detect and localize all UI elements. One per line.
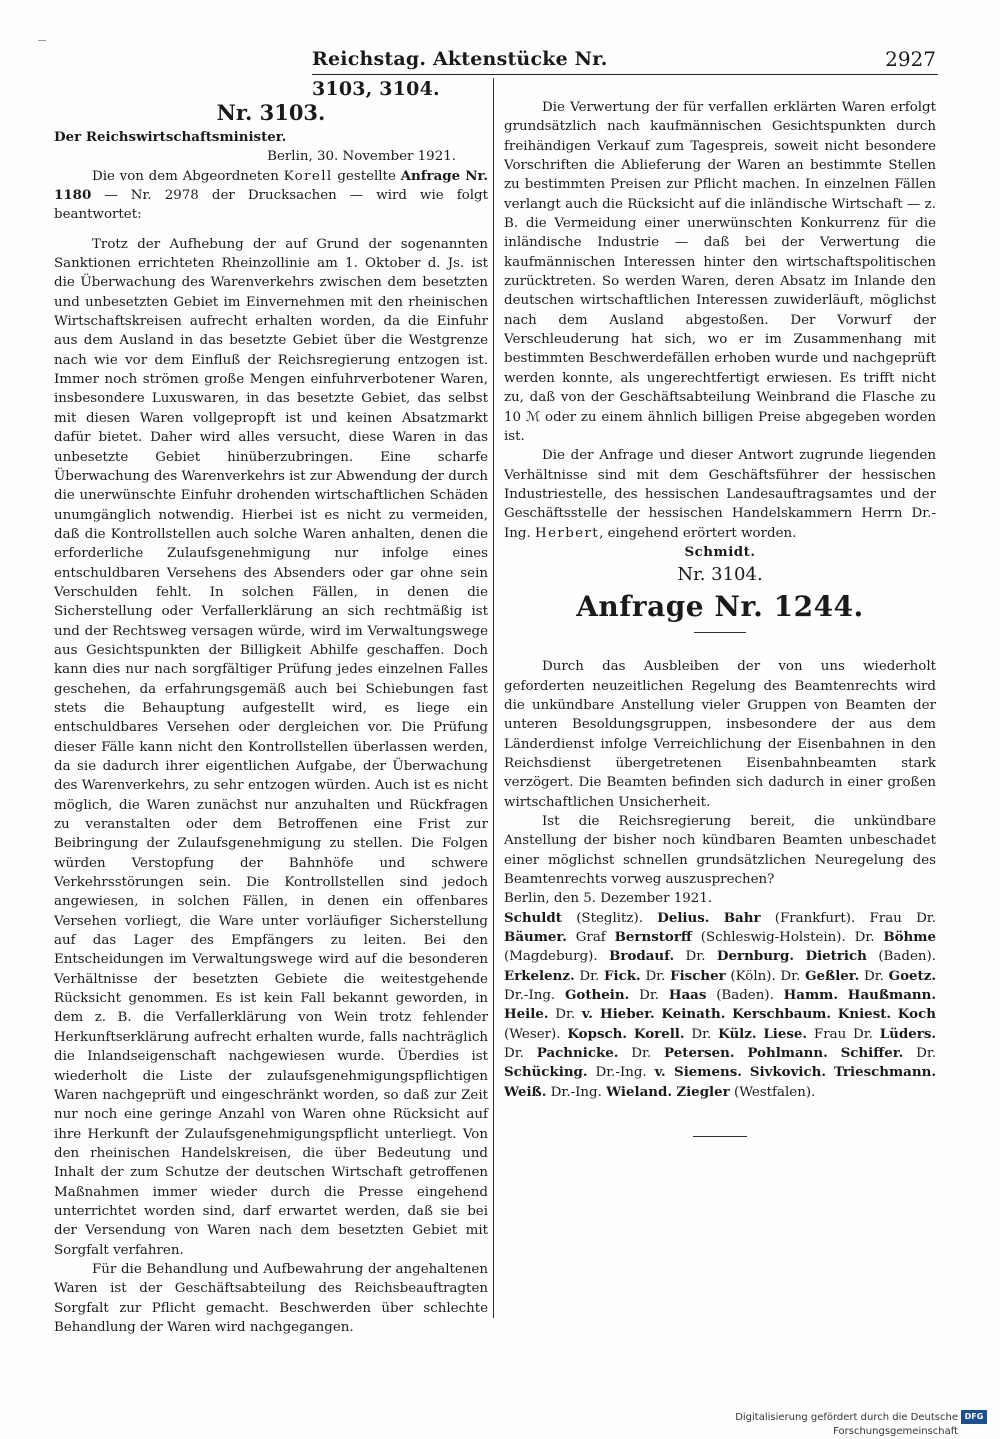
signatory-name: Schiffer. [840, 1045, 904, 1062]
signatory-suffix [903, 1046, 916, 1061]
signatory-suffix [629, 988, 639, 1003]
herbert-name: Herbert [535, 525, 600, 541]
anfrage-title: Anfrage Nr. 1244. [576, 590, 864, 624]
signatory-name: Dr. [579, 968, 605, 984]
signatory-name: Petersen. [664, 1045, 735, 1062]
p4-text-1: Die der Anfrage und dieser Antwort zugrunde liegenden Verhältnisse sind mit dem Geschäftsführer der hessischen Industriestelle, des hessischen Landesauftragsamtes und der Geschäftsstelle der hessischen Handelskammern Herrn Dr.-Ing. [504, 448, 936, 541]
signatory-name: Fischer [670, 967, 726, 984]
signatory-suffix [588, 1065, 596, 1080]
signatory-name: Dernburg. [716, 948, 795, 965]
signatory-name: Goetz. [888, 967, 936, 984]
signatory-name: Ziegler [676, 1083, 730, 1100]
signatory-name: Frau Dr. [869, 910, 936, 926]
signatory-name: Fick. [604, 967, 641, 984]
signatory-suffix [891, 1007, 898, 1022]
signatory-name: Dr. [691, 1026, 719, 1042]
date-3103: Berlin, 30. November 1921. [267, 149, 456, 165]
body-paragraph-4 [504, 446, 936, 543]
signatory-name: Sivkovich. [749, 1064, 827, 1081]
signatory-suffix [838, 988, 848, 1003]
signatory-suffix [627, 1027, 634, 1042]
signatory-name: v. Hieber. [581, 1006, 655, 1023]
closing-rule [693, 1136, 747, 1137]
anfrage-paragraph-2: Ist die Reichsregierung bereit, die unkündbare Anstellung der bisher noch kündbaren Beamten unbeschadet einer möglichst schnellen grundsätzlichen Neuregelung des Beamtenrechts vorweg auszusprechen? [504, 814, 936, 888]
signatory-name: Keinath. [661, 1006, 726, 1023]
anfrage-paragraph-1: Durch das Ausbleiben der von uns wiederholt geforderten neuzeitlichen Regelung des Beamtenrechts wird die unkündbare Anstellung vieler Gruppen von Beamten der unteren Besoldungsgruppen, insbesondere der aus dem Länderdienst infolge Verreichlichung der Eisenbahnen in den Reichsdienst übergetretenen Eisenbahnbeamten stark verzögert. Die Beamten befinden sich dadurch in einer großen wirtschaftlichen Unsicherheit. [504, 659, 936, 810]
signatory-name: Wieland. [606, 1083, 673, 1100]
signatory-suffix [794, 949, 805, 964]
signatory-suffix: (Baden). [706, 988, 784, 1004]
signatory-name: Dr. [504, 1046, 537, 1062]
signatory-suffix: (Baden). [866, 949, 936, 965]
anfrage-reference: Anfrage Nr. 1180 [54, 167, 489, 204]
intro-text-3: — Nr. 2978 der Drucksachen — wird wie folgt beantwortet: [54, 188, 488, 223]
signatory-suffix: (Frankfurt). [760, 910, 870, 926]
signatory-name: Koch [897, 1006, 936, 1023]
signatory-name: Dr. [639, 988, 669, 1004]
signatory-name: Dr. [555, 1007, 582, 1023]
signatory-name: Kopsch. [567, 1025, 628, 1042]
signatory-name: Dr.-Ing. [595, 1065, 655, 1081]
signatory-name: Dr. [854, 930, 884, 946]
signatory-name: Dr. [864, 968, 889, 984]
running-header-title: Reichstag. Aktenstücke Nr. 3103, 3104. [312, 48, 608, 100]
signatory-name: Weiß. [504, 1083, 547, 1100]
intro-paragraph [54, 167, 488, 225]
signatory-name: Bäumer. [504, 929, 567, 946]
signatories-list [504, 909, 936, 1102]
signatory-suffix [807, 1027, 814, 1042]
signatory-suffix [828, 1046, 841, 1061]
intro-text-1: Die von dem Abgeordneten [92, 168, 284, 184]
signatory-suffix [567, 930, 576, 945]
body-paragraph-3: Die Verwertung der für verfallen erklärten Waren erfolgt grundsätzlich nach kaufmännischen Gesichtspunkten durch freihändigen Verkauf zum Tagespreis, soweit nicht besondere Vorschriften die Ablieferung der Waren an bestimmte Stellen zu bestimmten Preisen zur Pflicht machen. In einzelnen Fällen verlangt auch die Rücksicht auf die inländische Wirtschaft — z. B. die Vermeidung einer unerwünschten Konkurrenz für die inländische Industrie — daß bei der Verwertung die kaufmännischen Interessen hinter den wirtschaftspolitischen zurücktreten. So werden Waren, deren Absatz im Inlande den deutschen wirtschaftlichen Interessen zuwiderläuft, möglichst nach dem Ausland abgestoßen. Der Vorwurf der Verschleuderung hat sich, wo er im Zusammenhang mit bestimmten Beschwerdefällen erhoben wurde und nachgeprüft werden konnte, als ungerechtfertigt erwiesen. Es trifft nicht zu, daß von der Geschäftsabteilung Weinbrand die Flasche zu 10 ℳ oder zu einem ähnlich billigen Preise abgegeben worden ist. [504, 100, 936, 444]
signatory-suffix: (Westfalen). [729, 1084, 816, 1100]
dfg-logo: DFG [961, 1410, 987, 1424]
signatory-suffix: (Steglitz). [561, 910, 658, 926]
signatory-name: Kerschbaum. [732, 1006, 832, 1023]
signatory-name: Korell. [633, 1025, 685, 1042]
body-paragraph-1: Trotz der Aufhebung der auf Grund der sogenannten Sanktionen errichteten Rheinzollinie am 1. Oktober d. Js. ist die Überwachung des Warenverkehrs zwischen dem besetzten und unbesetzten Gebiet im Einvernehmen mit den rheinischen Wirtschaftskreisen aufrecht erhalten worden, da die Einfuhr aus dem Ausland in das besetzte Gebiet über die Westgrenze nach wie vor dem Einfluß der Reichsregierung entzogen ist. Immer noch strömen große Mengen einfuhrverbotener Waren, insbesondere Luxuswaren, in das besetzte Gebiet, das selbst mit diesen Waren vollgepropft ist und keinen Absatzmarkt dafür bietet. Daher wird alles versucht, diese Waren in das unbesetzte Gebiet hinüberzubringen. Eine scharfe Überwachung des Warenverkehrs ist zur Abwendung der durch die unerwünschte Einfuhr drohenden wirtschaftlichen Schäden unumgänglich notwendig. Hierbei ist es nicht zu vermeiden, daß die Kontrollstellen auch solche Waren anhalten, denen die erforderliche Zulaufsgenehmigung nur infolge eines entschuldbaren Versehens des Absenders oder gar ohne sein Verschulden fehlt. In solchen Fällen, in denen die Sicherstellung oder Verfallerklärung an sich rechtmäßig ist und der Rechtsweg versagen würde, wird im Verwaltungswege aus Gesichtspunkten der Billigkeit Abhilfe geschaffen. Doch kann dies nur nach sorgfältiger Prüfung jedes einzelnen Falles geschehen, da erfahrungsgemäß auch bei Schiebungen fast stets die Behauptung aufgestellt wird, es liege ein entschuldbares Versehen oder dergleichen vor. Die Prüfung dieser Fälle kann nicht den Kontrollstellen überlassen werden, da sie dadurch ihrer eigentlichen Aufgabe, der Überwachung des Warenverkehrs, zu sehr entzogen würden. Auch ist es nicht möglich, die Waren zunächst nur anzuhalten und Rückfragen zu veranstalten oder dem Betroffenen eine Frist zur Beibringung der Zulaufsgenehmigung zu stellen. Die Folgen würden Verstopfung der Bahnhöfe und schwere Verkehrsstörungen sein. Die Kontrollstellen sind jedoch angewiesen, in solchen Fällen, in denen ein offenbares Versehen vorliegt, die Ware unter vorläufiger Sicherstellung auf das Lager des Empfängers zu leiten. Bei den Entscheidungen im Verwaltungswege wird auf die besonderen Verhältnisse der besetzten Gebiete die weitestgehende Rücksicht genommen. Es ist kein Fall bekannt geworden, in dem z. B. die Verfallerklärung von Wein trotz fehlender Herkunftserklärung aufrecht erhalten wurde, falls nachträglich die Inlandseigenschaft nachgewiesen wurde. Überdies ist wiederholt die Liste der zulaufsgenehmigungspflichtigen Waren nachgeprüft und eingeschränkt worden, so daß zur Zeit nur noch eine geringe Anzahl von Waren ohne Rücksicht auf ihre Herkunft der Zulaufsgenehmigungspflicht unterliegt. Von den rheinischen Handelskreisen, die über Bedeutung und Inhalt der zum Schutze der deutschen Wirtschaft getroffenen Maßnahmen immer wieder durch die Presse eingehend unterrichtet worden sind, darf erwartet werden, daß sie bei der Versendung von Waren nach dem besetzten Gebiet mit Sorgfalt verfahren. [54, 236, 488, 1258]
signature-schmidt: Schmidt. [684, 543, 756, 560]
left-column [54, 98, 488, 1337]
signatory-name: Delius. [657, 909, 710, 926]
signatory-name: Graf [575, 930, 615, 946]
p4-text-2: , eingehend erörtert worden. [599, 525, 797, 541]
signatory-name: Liese. [763, 1025, 808, 1042]
signatory-name: Haas [668, 987, 707, 1004]
signatory-name: Dr. [916, 1046, 937, 1062]
signatory-suffix: (Schleswig-Holstein). [691, 930, 855, 946]
signatory-suffix: (Weser). [504, 1026, 568, 1042]
signatory-name: Külz. [718, 1025, 757, 1042]
signatory-name: Geßler. [805, 967, 860, 984]
deputy-name: Korell [283, 168, 333, 184]
signatory-suffix: (Köln). [725, 968, 781, 984]
signatory-name: Pohlmann. [747, 1045, 828, 1062]
signatory-name: Lüders. [879, 1025, 937, 1042]
document-heading-3104: Nr. 3104. [677, 564, 763, 586]
signatory-name: Bahr [723, 909, 761, 926]
minister-title: Der Reichswirtschaftsminister. [54, 129, 287, 145]
signatory-name: Pachnicke. [536, 1045, 619, 1062]
signatory-suffix [742, 1065, 750, 1080]
signatory-name: Frau Dr. [813, 1026, 880, 1042]
document-heading-3103: Nr. 3103. [216, 100, 326, 125]
signatory-name: Gothein. [565, 987, 630, 1004]
signatory-suffix [709, 911, 723, 926]
signatory-suffix [831, 1007, 838, 1022]
date-3104: Berlin, den 5. Dezember 1921. [504, 891, 713, 907]
column-divider [493, 78, 494, 1318]
signatory-name: Dr. [645, 968, 671, 984]
right-column [504, 98, 936, 1137]
signatory-name: Dr.-Ing. [504, 988, 565, 1004]
signatory-name: Brodauf. [609, 948, 675, 965]
digitization-credit: Digitalisierung gefördert durch die Deutsche Forschungsgemeinschaft [735, 1412, 958, 1437]
signatory-name: Haußmann. [847, 987, 937, 1004]
signatory-name: Dr. [631, 1046, 665, 1062]
signatory-suffix [826, 1065, 834, 1080]
title-rule [694, 632, 746, 633]
signatory-name: Kniest. [837, 1006, 892, 1023]
signatory-suffix: (Magdeburg). [504, 949, 610, 965]
signatory-suffix [674, 949, 685, 964]
signatory-name: Schuldt [504, 909, 562, 926]
signatory-name: Trieschmann. [833, 1064, 936, 1081]
intro-text-2: gestellte [332, 168, 401, 184]
signatory-suffix [735, 1046, 748, 1061]
signatory-name: Heile. [504, 1006, 549, 1023]
signatory-name: Dietrich [805, 948, 867, 965]
signatory-name: Schücking. [504, 1064, 588, 1081]
signatory-name: Dr. [780, 968, 806, 984]
signatory-name: Dr.-Ing. [550, 1084, 607, 1100]
margin-tick [38, 40, 46, 41]
signatory-name: v. Siemens. [654, 1064, 742, 1081]
page-number: 2927 [885, 47, 936, 71]
signatory-name: Böhme [883, 929, 936, 946]
signatory-name: Bernstorff [614, 929, 692, 946]
signatory-name: Dr. [685, 949, 717, 965]
header-rule [312, 74, 938, 75]
body-paragraph-2: Für die Behandlung und Aufbewahrung der angehaltenen Waren ist der Geschäftsabteilung des Reichsbeauftragten Sorgfalt zur Pflicht gemacht. Beschwerden über schlechte Behandlung der Waren wird nachgegangen. [54, 1261, 488, 1335]
signatory-suffix [618, 1046, 631, 1061]
signatory-name: Erkelenz. [504, 967, 575, 984]
signatory-name: Hamm. [783, 987, 838, 1004]
